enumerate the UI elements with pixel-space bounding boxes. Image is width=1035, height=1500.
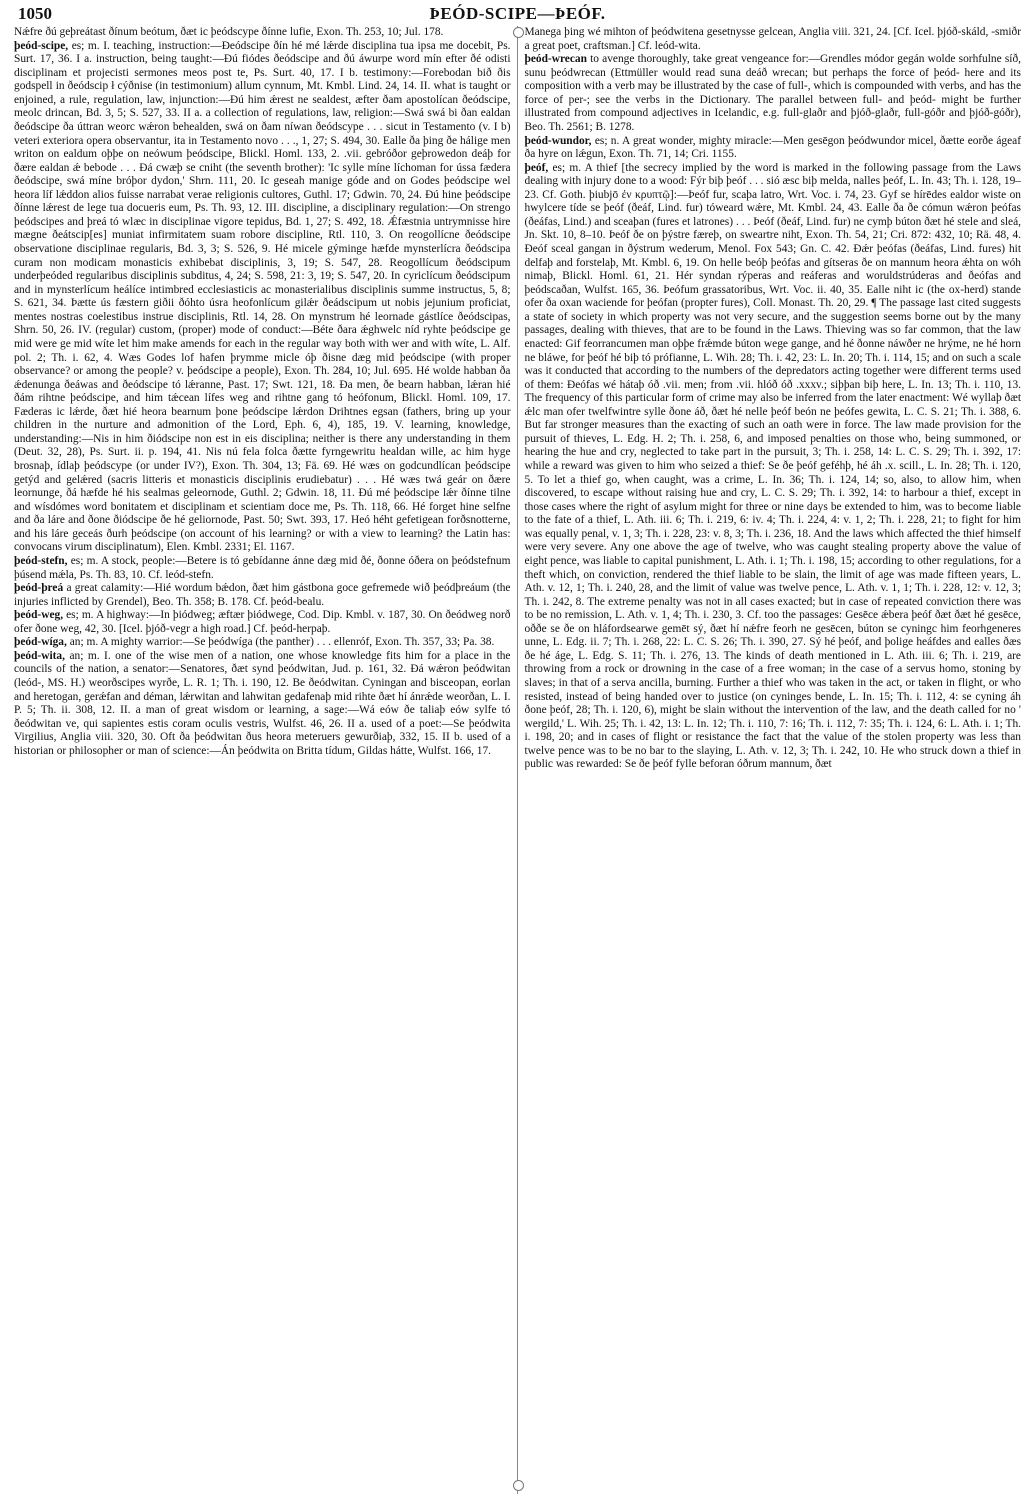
column-divider bbox=[517, 26, 518, 1494]
divider-ornament-top bbox=[513, 27, 524, 38]
dictionary-entry bbox=[14, 26, 511, 40]
entry-text: Manega þing wé mihton of þeódwitena gesetnysse gelcean, Anglia viii. 321, 24. [Cf. Icel. þjóð-skáld, -smiðr a great poet, craftsman.] Cf. leód-wita. bbox=[524, 26, 1021, 52]
entry-text: es; m. A thief [the secrecy implied by the word is marked in the following passage from the Laws dealing with injury done to a wood: Fýr biþ þeóf . . . sió æsc biþ melda, nalles þeóf, L. In. 43; Th. i. 128, 19–23. Cf. Goth. þiubjō ἐν κρυπτῷ]:—Þeóf fur, scaþa latro, Wrt. Voc. i. 74, 23. Gyf se hírēdes ealdor wiste on hwylcere tíde se þeóf (ðeáf, Lind. fur) tóweard wǽre, Mt. Kmbl. 24, 43. Ealle ða ðe cómun wǽron þeófas (ðeáfas, Lind.) and sceaþan (fures et latrones) . . . Þeóf (ðeáf, Lind. fur) ne cymþ búton ðæt hé stele and sleá, Jn. Skt. 10, 8–10. Þeóf ðe on þýstre færeþ, on sweartre niht, Exon. Th. 54, 21; Cri. 872: 432, 10; Rä. 48, 4. Ðeóf sceal gangan in ðýstrum wederum, Menol. Fox 543; Gn. C. 42. Ðǽr þeófas (ðeáfas, Lind. fures) hit delfaþ and forstelaþ, Mt. Kmbl. 6, 19. On helle beóþ þeófas and gítseras ðe on mannum heora ǽhta on wóh nimaþ, Blickl. Homl. 61, 21. Hér syndan rýperas and reáferas and woruldstrúderas and ðeófas and þeódscaðan, Wulfst. 165, 36. Þeófum grassatoribus, Wrt. Voc. ii. 40, 35. Ealle niht ic (the ox-herd) stande ofer ða oxan waciende for þeófan (propter fures), Coll. Monast. Th. 20, 29. ¶ The passage last cited suggests a state of society in which property was not very secure, and the suggestion seems borne out by the many passages, dealing with thieves, that are to be found in the Laws. Thieving was so far common, that the law enacted: Gif feorrancumen man oþþe frǽmde búton wege gange, and hé ðonne náwðer ne hrýme, ne hé horn ne bláwe, for þeóf hé biþ tó prófianne, L. Wih. 28; Th. i. 42, 23: L. In. 20; Th. i. 114, 15; and on such a scale was it conducted that according to the numbers of the depredators acting together were different terms used of them: Ðeófas wé hátaþ óð .vii. men; from .vii. hlóð óð .xxxv.; siþþan biþ here, L. In. 13; Th. i. 110, 13. The frequency of this particular form of crime may also be inferred from the later enactment: Wé wyllaþ ðæt ǽlc man ofer twelfwintre sylle ðone áð, ðæt hé nelle þeóf beón ne þeófes gewita, L. C. S. 21; Th. i. 388, 6. But far stronger measures than the exacting of such an oath were in force. The law made provision for the pursuit of thieves, L. Edg. H. 2; Th. i. 258, 6, and imposed penalties on those who, being summoned, or hearing the hue and cry, neglected to take part in the pursuit, 3; Th. i. 258, 14: L. C. S. 29; Th. i. 392, 17: while a reward was given to him who seized a thief: Se ðe þeóf geféhþ, hé áh .x. scill., L. In. 28; Th. i. 120, 5. To let a thief go, when caught, was a crime, L. In. 36; Th. i. 124, 14; so, also, to allow him, when discovered, to escape without raising hue and cry, L. C. S. 29; Th. i. 392, 14: to harbour a thief, except in those cases where the right of asylum might for three or nine days be extended to him, was to become liable to the fate of a thief, L. Ath. iii. 6; Th. i. 219, 6: iv. 4; Th. i. 224, 4: v. 1, 2; Th. i. 228, 21; to fight for him was equally penal, v. 1, 3; Th. i. 228, 23: v. 8, 3; Th. i. 236, 18. And the laws which affected the thief himself were very severe. Any one above the age of twelve, who was caught stealing property above the value of eight pence, was liable to capital punishment, L. Ath. i. 1; Th. i. 198, 15; according to other regulations, for a theft which, on conviction, rendered the thief liable to be slain, the limit of age was made fifteen years, L. Ath. v. 12, 1; Th. i. 240, 28, and the limit of value was twelve pence, L. Ath. v. 1, 1; Th. i. 228, 12: v. 12, 3; Th. i. 242, 8. The extreme penalty was not in all cases exacted; but in case of repeated conviction there was to be no remission, L. Ath. v. 1, 4; Th. i. 230, 3. Cf. too the passages: Gesēce ǽbera þeóf ðæt ðæt hé gesēce, oððe se ðe on hláfordsearwe gemēt sý, ðæt hí nǽfre feorh ne gesēcen, búton se cyningc him feorhgeneres unne, L. Edg. ii. 7; Th. i. 268, 22: L. C. S. 26; Th. i. 390, 27. Sý hé þeóf, and þolige heáfdes and ealles ðæs ðe hé áge, L. Edg. S. 11; Th. i. 276, 13. The kinds of death mentioned in L. Ath. iii. 6; Th. i. 219, are throwing from a rock or drowning in the case of a free woman; in the case of a servus homo, stoning by slaves; in that of a serva ancilla, burning. Further a thief who was taken in the act, or taken in flight, or who resisted, instead of being handed over to justice (on cyninges bende, L. In. 15; Th. i. 112, 4: se cyning áh ðone þeóf, 28; Th. i. 120, 6), might be slain without the intervention of the law, and the death called for no ' wergild,' L. Wih. 25; Th. i. 42, 13: L. In. 12; Th. i. 110, 7: 16; Th. i. 112, 7: 35; Th. i. 124, 6: L. Ath. i. 1; Th. i. 198, 20; and in cases of flight or resistance the fact that the value of the stolen property was less than twelve pence was to be no bar to the slaying, L. Ath. v. 12, 3; Th. i. 242, 10. He who struck down a thief in public was rewarded: Se ðe þeóf fylle beforan óðrum mannum, ðæt bbox=[524, 161, 1021, 771]
entry-headword: þeód-scipe, bbox=[14, 39, 69, 52]
dictionary-entry bbox=[14, 40, 511, 555]
dictionary-entry bbox=[525, 53, 1022, 134]
entry-headword: þeód-wrecan bbox=[524, 53, 587, 66]
entry-headword: þeód-wundor, bbox=[524, 134, 592, 147]
divider-ornament-bottom bbox=[513, 1480, 524, 1491]
left-column bbox=[14, 26, 518, 1494]
page-number: 1050 bbox=[18, 4, 52, 23]
dictionary-entry bbox=[14, 582, 511, 609]
entry-headword: þeód-þreá bbox=[14, 582, 64, 595]
entry-headword: þeóf, bbox=[524, 161, 549, 174]
entry-headword: þeód-wita, bbox=[14, 649, 65, 662]
dictionary-entry bbox=[525, 162, 1022, 772]
dictionary-entry bbox=[525, 26, 1022, 53]
entry-text: an; m. I. one of the wise men of a nation, one whose knowledge fits him for a place in the councils of the nation, a senator:—Senatores, ðæt synd þeódwitan, Jud. p. 161, 32. Ðá wǽron þeódwitan (leód-, MS. H.) weorðscipes wyrðe, L. R. 1; Th. i. 190, 12. Be ðeódwitan. Cyningan and bisceopan, eorlan and heretogan, gerǽfan and déman, lǽrwitan and lahwitan gedafenaþ mid rihte ðæt hí ánrǽde weorðan, L. I. P. 5; Th. ii. 308, 12. II. a man of great wisdom or learning, a sage:—Wá eów ðe taliaþ eów sylfe tó ðeódwitan ve, qui sapientes estis coram oculis vestris, Wulfst. 46, 26. II a. used of a poet:—Se þeódwita Virgilius, Anglia viii. 320, 30. Oft ða þeódwitan ðus heora meteruers gewurðiaþ, 332, 15. II b. used of a historian or philosopher or man of science:—Án þeódwita on Britta tídum, Gildas hátte, Wulfst. 166, 17. bbox=[14, 649, 511, 757]
entry-text: es; m. A highway:—In þiódweg; æftær þiódwege, Cod. Dip. Kmbl. v. 187, 30. On ðeódweg norð ofer ðone weg, 42, 30. [Icel. þjóð-vegr a high road.] Cf. þeód-herpaþ. bbox=[14, 609, 511, 635]
entry-text: Nǽfre ðú geþreátast ðínum beótum, ðæt ic þeódscype ðínne lufie, Exon. Th. 253, 10; Jul. 178. bbox=[14, 26, 444, 38]
dictionary-entry bbox=[14, 555, 511, 582]
entry-text: a great calamity:—Hié wordum bǽdon, ðæt him gástbona goce gefremede wið þeódþreáum (the injuries inflicted by Grendel), Beo. Th. 358; B. 178. Cf. þeód-bealu. bbox=[14, 582, 511, 608]
dictionary-entry bbox=[14, 609, 511, 636]
entry-text: an; m. A mighty warrior:—Se þeódwíga (the panther) . . . ellenróf, Exon. Th. 357, 33; Pa. 38. bbox=[69, 636, 495, 649]
running-head: ÞEÓD-SCIPE—ÞEÓF. bbox=[429, 4, 606, 23]
entry-text: es; n. A great wonder, mighty miracle:—Men gesēgon þeódwundor micel, ðætte eorðe ágeaf ða hyre on lǽgun, Exon. Th. 71, 14; Cri. 1155. bbox=[524, 134, 1021, 161]
dictionary-entry bbox=[14, 650, 511, 759]
dictionary-entry bbox=[525, 135, 1022, 162]
entry-text: to avenge thoroughly, take great vengeance for:—Grendles módor gegán wolde sorhfulne síð, sunu þeódwrecan (Ettmüller would read suna deáð wrecan; but perhaps the force of þeód- here and its composition with a verb may be illustrated by the case of full-, which is compounded with verbs, and has the force of per-; see the verbs in the Dictionary. The parallel between full- and þeód- might be further illustrated from compound adjectives in Icelandic, e.g. full-glaðr and þjóð-glaðr, full-góðr and þjóð-góðr), Beo. Th. 2561; B. 1278. bbox=[524, 53, 1021, 133]
right-column bbox=[518, 26, 1022, 1494]
dictionary-entry bbox=[14, 636, 511, 650]
entry-headword: þeód-weg, bbox=[14, 609, 64, 622]
entry-text: es; m. A stock, people:—Betere is tó gebídanne ánne dæg mid ðé, ðonne óðera on þeódstefnum þúsend mǽla, Ps. Th. 83, 10. Cf. leód-stefn. bbox=[14, 554, 511, 581]
entry-headword: þeód-stefn, bbox=[14, 554, 68, 567]
page-header bbox=[14, 4, 1021, 26]
entry-text: es; m. I. teaching, instruction:—Ðeódscipe ðín hé mé lǽrde disciplina tua ipsa me docebit, Ps. Surt. 17, 36. I a. instruction, being taught:—Ðú fiódes ðeódscipe and ðú áwurpe word mín efter ðé odisti disciplinam et projecisti sermones meos post te, Ps. Surt. 40, 17. I b. testimony:—Forebodan bið ðis godspell in ðeódscip ł cýðnise (in testimonium) allum cynnum, Mt. Kmbl. Lind. 24, 14. II. what is taught or enjoined, a rule, regulation, law, injunction:—Ðú him ǽrest ne sealdest, æfter ðam apostolícan ðeódscipe, meolc drincan, Bd. 3, 5; S. 527, 33. II a. a collection of regulations, law, religion:—Swá swá bi ðan ealdan ðeódscipe ða úttran weorc wǽron behealden, swá on ðam níwan ðeódscype . . . sicut in Testamento (v. I b) veteri exteriora opera observantur, ita in Testamento novo . . ., 1, 27; S. 494, 30. Ealle ða þing ðe hálige men writon on ealdum oþþe on neówum þeódscipe, Blickl. Homl. 133, 2. .vii. gebróðor geþrowedon deáþ for ðære ealdan ǽ bebode . . . Ðá cwæþ se cniht (the seventh brother): 'Ic sylle míne líchoman for ússa fædera ðeódscipe, swá míne bróþor dydon,' Shrn. 111, 20. Ic geseah manige góde and on Godes þeódscipe wel heora líf lǽddon alios fuisse narrabat verae religionis cultores, Guthl. 17; Gdwin. 70, 24. Ðú hine þeódscipe ðínne lǽrest de lege tua docueris eum, Ps. Th. 93, 12. III. discipline, a disciplinary regulation:—On strengo þeódscipes and þreá tó wlæc in disciplinae vigore tepidus, Bd. 1, 27; S. 492, 18. Ǽfæstnia untrymnisse hire mægne ðeátscip[es] muniat infirmitatem suam robore discipline, Rtl. 110, 3. On reogollícne ðeódscipe observatione disciplinae regularis, Bd. 3, 3; S. 526, 9. Hé micele gýminge hæfde mynsterlícra ðeódscipa curam non modicam monasticis exhibebat disciplinis, 3, 19; S. 547, 28. Reogollícum ðeódscipum underþeóded regularibus disciplinis subditus, 4, 24; S. 598, 21: 3, 19; S. 547, 20. In cyriclícum ðeódscipum and in mynsterlícum heálíce intimbred ecclesiasticis ac monasterialibus disciplinis summe instructus, 5, 8; S. 621, 34. Þætte ús fæstern giðii ðóhto úsra heofonlícum gilǽr ðeádscipum ut nobis jejunium proficiat, mentes nostras coelestibus instrue disciplinis, Rtl. 14, 28. On mynstrum hé leornade gástlíce ðeódscipas, Shrn. 50, 26. IV. (regular) custom, (proper) mode of conduct:—Béte ðara ǽghwelc níd ryhte þeódscipe ge mid were ge mid wíte let him make amends for each in the regular way both with wer and with wíte, L. Alf. pol. 2; Th. i. 62, 4. Wæs Godes lof hafen þrymme micle óþ ðisne dæg mid þeódscipe (with proper observance? or among the people? v. þeódscipe a people), Exon. Th. 284, 10; Jul. 695. Hé wolde habban ða ǽdenunga ðeáwas and ðeódscipe tó lǽranne, Past. 17; Swt. 121, 18. Ða men, ðe bearn habban, lǽran hié ðám rihtne þeódscipe, and him tǽcean lífes weg and rihtne gang tó heófonum, Blickl. Homl. 109, 17. Fæderas ic lǽrde, ðæt hié heora bearnum þone þeódscipe lǽrdon Drihtnes egsan (fathers, bring up your children in the nurture and admonition of the Lord, Eph. 6, 4), 185, 19. V. learning, knowledge, understanding:—Nis in him ðiódscipe non est in eis disciplina; neither is there any understanding in them (Deut. 32, 28), Ps. Surt. ii. p. 194, 41. Nis nú fela folca ðætte fyrngewritu healdan wille, ac him hyge brosnaþ, ídlaþ þeódscype (or under IV?), Exon. Th. 304, 13; Fä. 69. Hé wæs on godcundlícan þeódscipe getýd and gelǽred (sacris litteris et monasticis disciplinis erudiebatur) . . . Hé wæs twá geár on ðære leornunge, ðá hæfde hé his sealmas geleornode, Guthl. 2; Gdwin. 18, 11. Ðú mé þeódscipe lǽr ðínne tilne and wísdómes word bonitatem et disciplinam et scientiam doce me, Ps. Th. 118, 66. Hé forget hine selfne and ða láre and ðone ðiódscipe ðe hé geliornode, Past. 50; Swt. 393, 17. Heó héht gefetigean forðsnotterne, and his láre geceás ðurh þeódscipe (on account of his learning? or with a view to learning? the Latin has: convocans virum disciplinatum), Elen. Kmbl. 2331; El. 1167. bbox=[14, 39, 511, 554]
entry-headword: þeód-wíga, bbox=[14, 636, 67, 649]
